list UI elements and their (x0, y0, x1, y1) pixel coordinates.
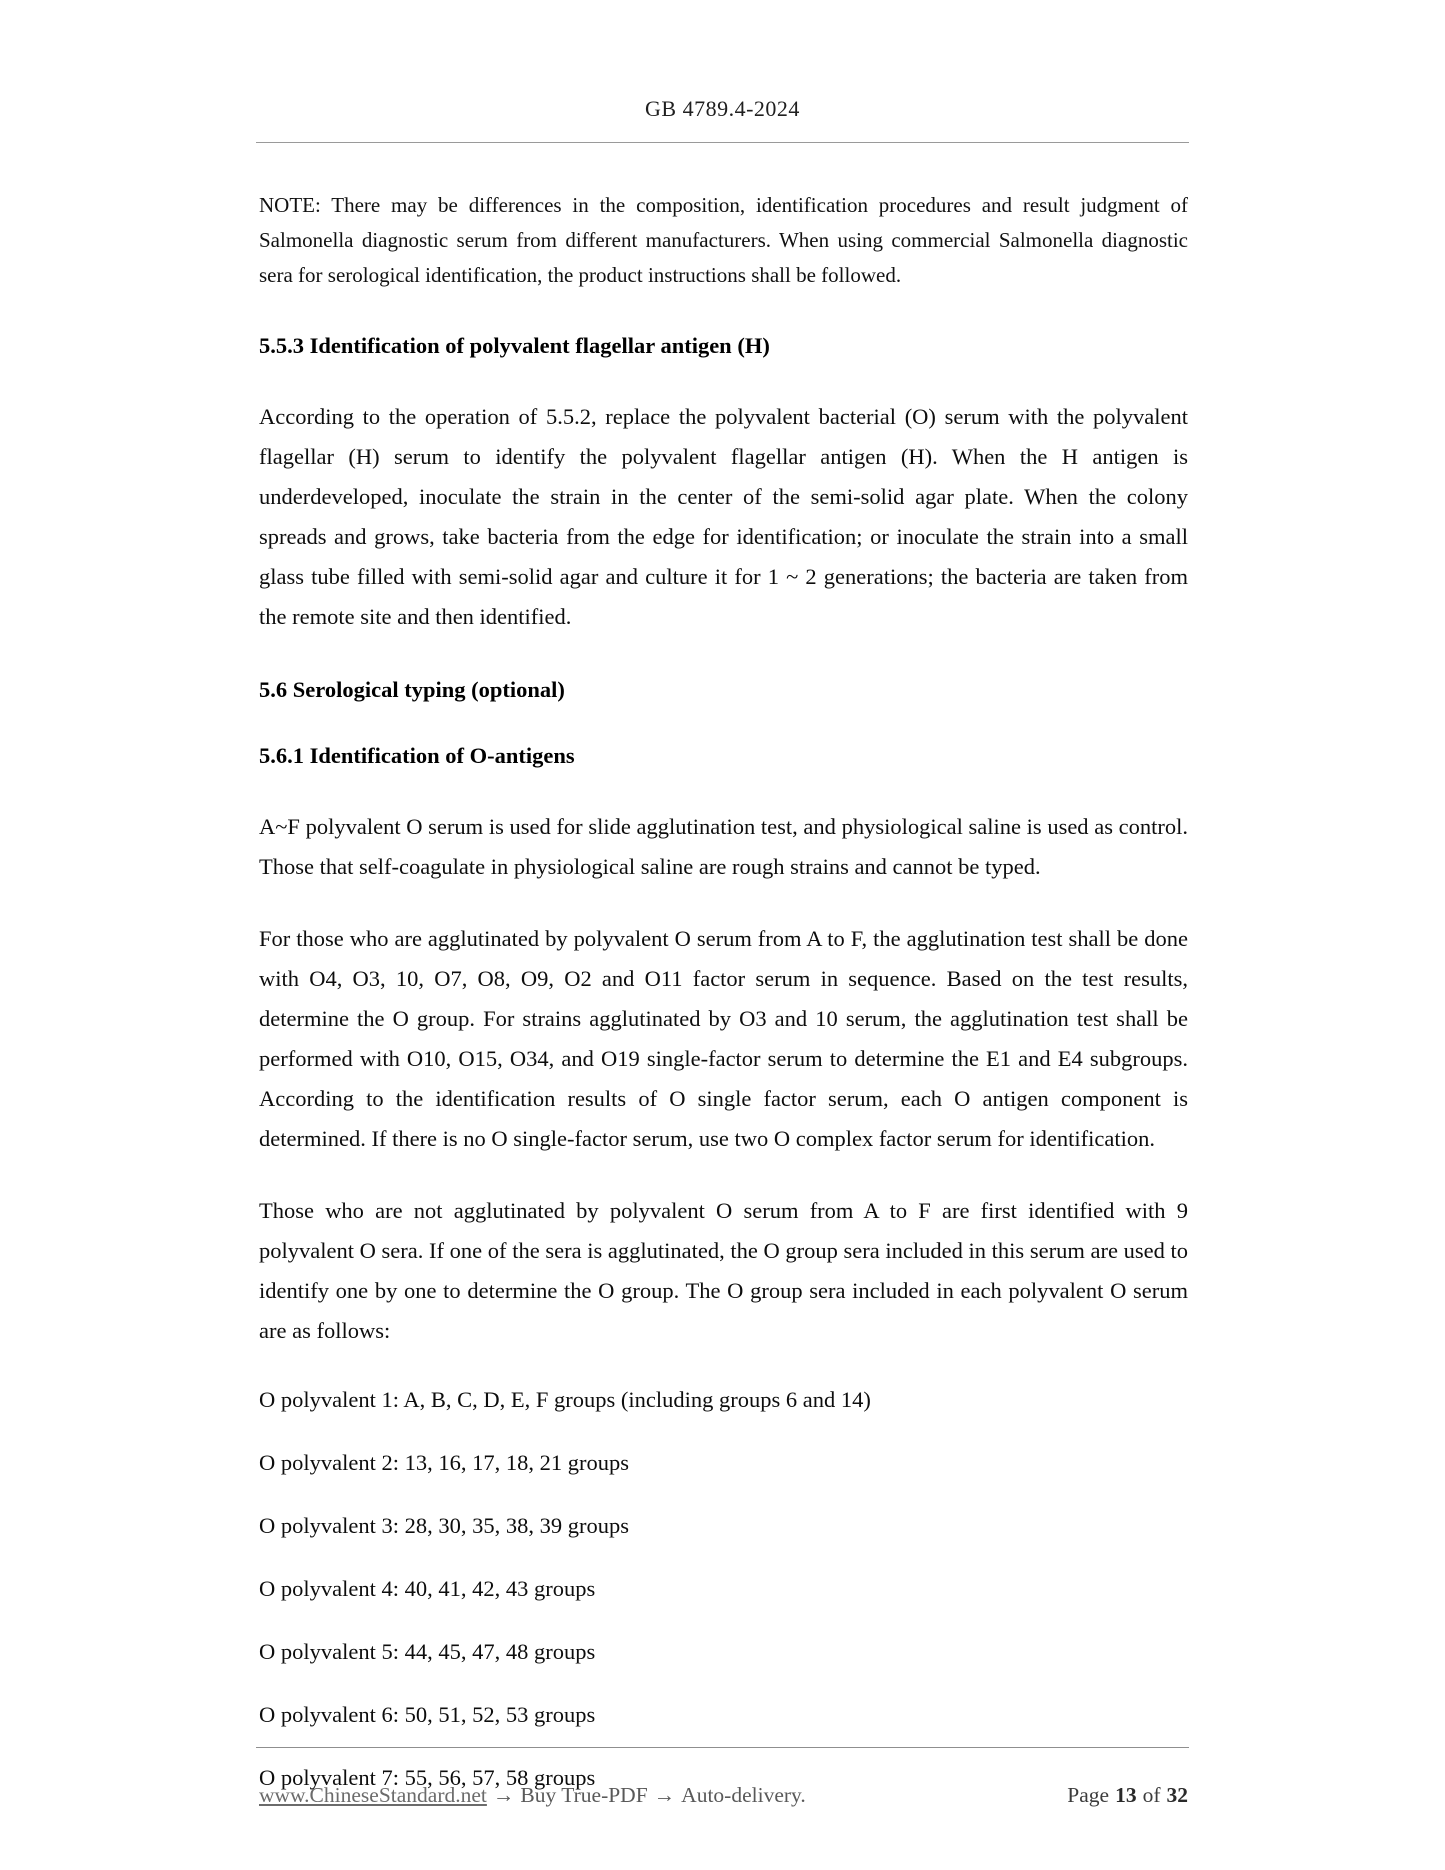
page-label: Page (1067, 1783, 1110, 1807)
arrow-icon: → (492, 1783, 515, 1807)
of-label: of (1142, 1783, 1161, 1807)
footer-delivery-label: Auto-delivery. (681, 1783, 806, 1807)
footer-branding (259, 1783, 806, 1808)
page-total: 32 (1166, 1783, 1188, 1807)
page-current: 13 (1115, 1783, 1137, 1807)
paragraph-5-5-3: According to the operation of 5.5.2, replace the polyvalent bacterial (O) serum with the polyvalent flagellar (H) serum to identify the polyvalent flagellar antigen (H). When the H antigen is underdeveloped, inoculate the strain in the center of the semi-solid agar plate. When the colony spreads and grows, take bacteria from the edge for identification; or inoculate the strain into a small glass tube filled with semi-solid agar and culture it for 1 ~ 2 generations; the bacteria are taken from the remote site and then identified. (259, 404, 1188, 629)
paragraph-5-6-1-b: For those who are agglutinated by polyvalent O serum from A to F, the agglutination test shall be done with O4, O3, 10, O7, O8, O9, O2 and O11 factor serum in sequence. Based on the test results, determine the O group. For strains agglutinated by O3 and 10 serum, the agglutination test shall be performed with O10, O15, O34, and O19 single-factor serum to determine the E1 and E4 subgroups. According to the identification results of O single factor serum, each O antigen component is determined. If there is no O single-factor serum, use two O complex factor serum for identification. (259, 926, 1188, 1151)
page-number-indicator (1067, 1783, 1188, 1808)
list-item-o-polyvalent-4: O polyvalent 4: 40, 41, 42, 43 groups (259, 1576, 596, 1601)
paragraph-5-6-1-a: A~F polyvalent O serum is used for slide agglutination test, and physiological saline is used as control. Those that self-coagulate in physiological saline are rough strains and cannot be typed. (259, 814, 1188, 879)
note-paragraph: NOTE: There may be differences in the composition, identification procedures and result judgment of Salmonella diagnostic serum from different manufacturers. When using commercial Salmonella diagnostic sera for serological identification, the product instructions shall be followed. (259, 193, 1188, 287)
arrow-icon: → (653, 1783, 676, 1807)
section-heading-5-5-3: 5.5.3 Identification of polyvalent flagellar antigen (H) (259, 333, 770, 358)
list-item-o-polyvalent-5: O polyvalent 5: 44, 45, 47, 48 groups (259, 1639, 596, 1664)
page-content (259, 188, 1188, 1824)
footer-divider (256, 1747, 1189, 1748)
list-item-o-polyvalent-2: O polyvalent 2: 13, 16, 17, 18, 21 groups (259, 1450, 629, 1475)
section-heading-5-6: 5.6 Serological typing (optional) (259, 677, 565, 702)
document-number: GB 4789.4-2024 (645, 96, 800, 121)
list-item-o-polyvalent-6: O polyvalent 6: 50, 51, 52, 53 groups (259, 1702, 596, 1727)
list-item-o-polyvalent-1: O polyvalent 1: A, B, C, D, E, F groups (including groups 6 and 14) (259, 1387, 871, 1412)
footer-site-link[interactable]: www.ChineseStandard.net (259, 1783, 487, 1807)
header-divider (256, 142, 1189, 143)
section-heading-5-6-1: 5.6.1 Identification of O-antigens (259, 743, 575, 768)
paragraph-5-6-1-c: Those who are not agglutinated by polyvalent O serum from A to F are first identified with 9 polyvalent O sera. If one of the sera is agglutinated, the O group sera included in this serum are used to identify one by one to determine the O group. The O group sera included in each polyvalent O serum are as follows: (259, 1198, 1188, 1343)
list-item-o-polyvalent-7: O polyvalent 7: 55, 56, 57, 58 groups (259, 1765, 596, 1790)
list-item-o-polyvalent-3: O polyvalent 3: 28, 30, 35, 38, 39 groups (259, 1513, 629, 1538)
footer-buy-label: Buy True-PDF (520, 1783, 648, 1807)
page-footer (259, 1783, 1188, 1808)
